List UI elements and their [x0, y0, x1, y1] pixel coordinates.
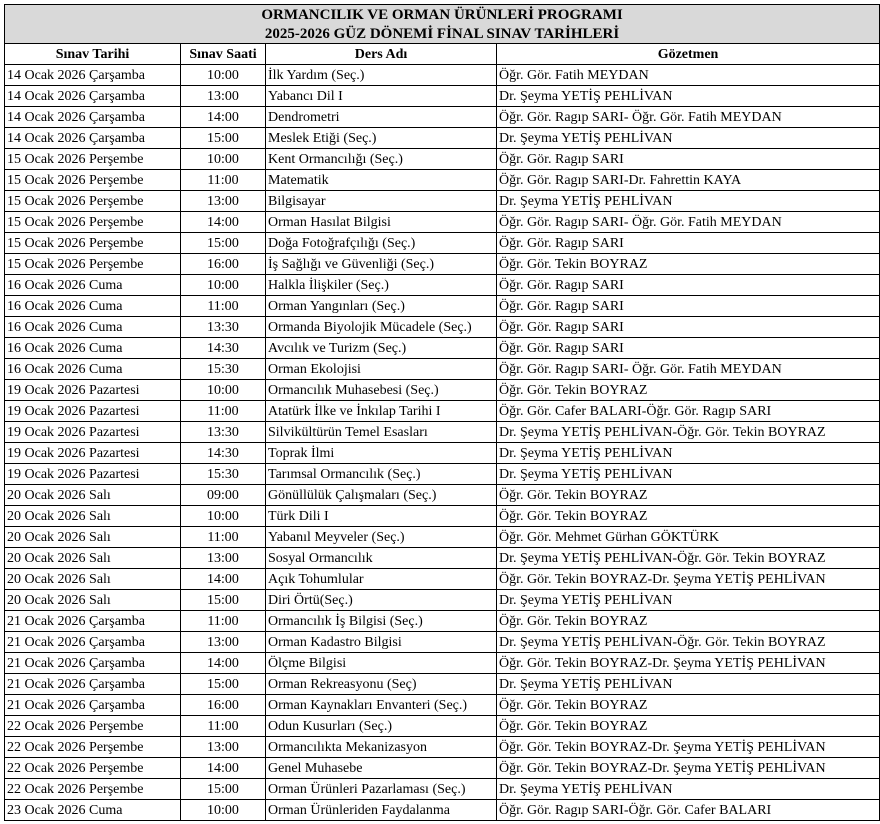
date-cell: 20 Ocak 2026 Salı — [5, 548, 181, 569]
proctor-cell: Dr. Şeyma YETİŞ PEHLİVAN — [497, 128, 880, 149]
course-cell: Açık Tohumlular — [266, 569, 497, 590]
proctor-cell: Öğr. Gör. Ragıp SARI — [497, 275, 880, 296]
course-cell: Atatürk İlke ve İnkılap Tarihi I — [266, 401, 497, 422]
header-proctor: Gözetmen — [497, 44, 880, 65]
time-cell: 10:00 — [181, 506, 266, 527]
date-cell: 19 Ocak 2026 Pazartesi — [5, 464, 181, 485]
table-row — [5, 464, 880, 485]
time-cell: 15:00 — [181, 779, 266, 800]
table-row — [5, 86, 880, 107]
time-cell: 16:00 — [181, 254, 266, 275]
table-row — [5, 296, 880, 317]
time-cell: 10:00 — [181, 800, 266, 821]
header-row — [5, 44, 880, 65]
course-cell: Matematik — [266, 170, 497, 191]
date-cell: 16 Ocak 2026 Cuma — [5, 296, 181, 317]
table-row — [5, 506, 880, 527]
table-row — [5, 212, 880, 233]
table-row — [5, 590, 880, 611]
course-cell: Orman Ürünleriden Faydalanma — [266, 800, 497, 821]
proctor-cell: Öğr. Gör. Tekin BOYRAZ-Dr. Şeyma YETİŞ PEHLİVAN — [497, 653, 880, 674]
date-cell: 21 Ocak 2026 Çarşamba — [5, 674, 181, 695]
date-cell: 19 Ocak 2026 Pazartesi — [5, 380, 181, 401]
table-row — [5, 527, 880, 548]
time-cell: 14:30 — [181, 338, 266, 359]
course-cell: Orman Ekolojisi — [266, 359, 497, 380]
time-cell: 10:00 — [181, 275, 266, 296]
proctor-cell: Öğr. Gör. Tekin BOYRAZ-Dr. Şeyma YETİŞ PEHLİVAN — [497, 569, 880, 590]
proctor-cell: Öğr. Gör. Tekin BOYRAZ — [497, 380, 880, 401]
proctor-cell: Öğr. Gör. Tekin BOYRAZ — [497, 485, 880, 506]
course-cell: Sosyal Ormancılık — [266, 548, 497, 569]
time-cell: 13:00 — [181, 548, 266, 569]
course-cell: Avcılık ve Turizm (Seç.) — [266, 338, 497, 359]
course-cell: Silvikültürün Temel Esasları — [266, 422, 497, 443]
course-cell: Diri Örtü(Seç.) — [266, 590, 497, 611]
header-date: Sınav Tarihi — [5, 44, 181, 65]
date-cell: 21 Ocak 2026 Çarşamba — [5, 653, 181, 674]
date-cell: 21 Ocak 2026 Çarşamba — [5, 611, 181, 632]
program-title: ORMANCILIK VE ORMAN ÜRÜNLERİ PROGRAMI — [5, 5, 880, 25]
date-cell: 20 Ocak 2026 Salı — [5, 569, 181, 590]
proctor-cell: Öğr. Gör. Mehmet Gürhan GÖKTÜRK — [497, 527, 880, 548]
course-cell: Yabancı Dil I — [266, 86, 497, 107]
proctor-cell: Dr. Şeyma YETİŞ PEHLİVAN — [497, 86, 880, 107]
table-row — [5, 674, 880, 695]
table-row — [5, 548, 880, 569]
title-row-1 — [5, 5, 880, 25]
table-row — [5, 422, 880, 443]
header-time: Sınav Saati — [181, 44, 266, 65]
time-cell: 15:30 — [181, 359, 266, 380]
proctor-cell: Dr. Şeyma YETİŞ PEHLİVAN — [497, 779, 880, 800]
date-cell: 15 Ocak 2026 Perşembe — [5, 191, 181, 212]
time-cell: 14:00 — [181, 653, 266, 674]
course-cell: Dendrometri — [266, 107, 497, 128]
course-cell: Yabanıl Meyveler (Seç.) — [266, 527, 497, 548]
time-cell: 14:00 — [181, 758, 266, 779]
table-row — [5, 737, 880, 758]
table-row — [5, 359, 880, 380]
table-row — [5, 128, 880, 149]
course-cell: Kent Ormancılığı (Seç.) — [266, 149, 497, 170]
title-row-2 — [5, 24, 880, 44]
proctor-cell: Dr. Şeyma YETİŞ PEHLİVAN — [497, 590, 880, 611]
course-cell: Doğa Fotoğrafçılığı (Seç.) — [266, 233, 497, 254]
table-row — [5, 338, 880, 359]
course-cell: Türk Dili I — [266, 506, 497, 527]
table-row — [5, 317, 880, 338]
proctor-cell: Dr. Şeyma YETİŞ PEHLİVAN — [497, 674, 880, 695]
date-cell: 14 Ocak 2026 Çarşamba — [5, 107, 181, 128]
proctor-cell: Dr. Şeyma YETİŞ PEHLİVAN — [497, 443, 880, 464]
date-cell: 22 Ocak 2026 Perşembe — [5, 779, 181, 800]
course-cell: Bilgisayar — [266, 191, 497, 212]
course-cell: Orman Kadastro Bilgisi — [266, 632, 497, 653]
date-cell: 16 Ocak 2026 Cuma — [5, 317, 181, 338]
date-cell: 16 Ocak 2026 Cuma — [5, 338, 181, 359]
proctor-cell: Dr. Şeyma YETİŞ PEHLİVAN — [497, 464, 880, 485]
date-cell: 22 Ocak 2026 Perşembe — [5, 758, 181, 779]
time-cell: 13:00 — [181, 632, 266, 653]
table-row — [5, 191, 880, 212]
proctor-cell: Öğr. Gör. Ragıp SARI — [497, 338, 880, 359]
time-cell: 14:30 — [181, 443, 266, 464]
course-cell: Ölçme Bilgisi — [266, 653, 497, 674]
date-cell: 19 Ocak 2026 Pazartesi — [5, 422, 181, 443]
time-cell: 11:00 — [181, 401, 266, 422]
proctor-cell: Öğr. Gör. Ragıp SARI-Dr. Fahrettin KAYA — [497, 170, 880, 191]
proctor-cell: Dr. Şeyma YETİŞ PEHLİVAN-Öğr. Gör. Tekin BOYRAZ — [497, 422, 880, 443]
time-cell: 11:00 — [181, 716, 266, 737]
table-row — [5, 380, 880, 401]
proctor-cell: Öğr. Gör. Tekin BOYRAZ — [497, 254, 880, 275]
time-cell: 13:00 — [181, 737, 266, 758]
date-cell: 20 Ocak 2026 Salı — [5, 485, 181, 506]
proctor-cell: Öğr. Gör. Tekin BOYRAZ-Dr. Şeyma YETİŞ PEHLİVAN — [497, 758, 880, 779]
table-row — [5, 275, 880, 296]
date-cell: 14 Ocak 2026 Çarşamba — [5, 65, 181, 86]
proctor-cell: Öğr. Gör. Ragıp SARI- Öğr. Gör. Fatih MEYDAN — [497, 212, 880, 233]
proctor-cell: Öğr. Gör. Tekin BOYRAZ-Dr. Şeyma YETİŞ PEHLİVAN — [497, 737, 880, 758]
date-cell: 15 Ocak 2026 Perşembe — [5, 212, 181, 233]
date-cell: 21 Ocak 2026 Çarşamba — [5, 695, 181, 716]
course-cell: Ormancılık İş Bilgisi (Seç.) — [266, 611, 497, 632]
table-row — [5, 65, 880, 86]
exam-schedule-sheet — [4, 4, 879, 821]
course-cell: Orman Rekreasyonu (Seç) — [266, 674, 497, 695]
proctor-cell: Öğr. Gör. Ragıp SARI — [497, 296, 880, 317]
course-cell: İlk Yardım (Seç.) — [266, 65, 497, 86]
course-cell: Toprak İlmi — [266, 443, 497, 464]
proctor-cell: Öğr. Gör. Tekin BOYRAZ — [497, 716, 880, 737]
course-cell: Ormancılık Muhasebesi (Seç.) — [266, 380, 497, 401]
table-row — [5, 569, 880, 590]
course-cell: Orman Hasılat Bilgisi — [266, 212, 497, 233]
time-cell: 10:00 — [181, 65, 266, 86]
time-cell: 14:00 — [181, 569, 266, 590]
time-cell: 11:00 — [181, 296, 266, 317]
date-cell: 22 Ocak 2026 Perşembe — [5, 737, 181, 758]
table-row — [5, 632, 880, 653]
time-cell: 11:00 — [181, 170, 266, 191]
proctor-cell: Öğr. Gör. Tekin BOYRAZ — [497, 506, 880, 527]
proctor-cell: Öğr. Gör. Ragıp SARI — [497, 317, 880, 338]
time-cell: 16:00 — [181, 695, 266, 716]
course-cell: Meslek Etiği (Seç.) — [266, 128, 497, 149]
course-cell: İş Sağlığı ve Güvenliği (Seç.) — [266, 254, 497, 275]
table-row — [5, 695, 880, 716]
date-cell: 20 Ocak 2026 Salı — [5, 590, 181, 611]
proctor-cell: Dr. Şeyma YETİŞ PEHLİVAN — [497, 191, 880, 212]
table-row — [5, 170, 880, 191]
time-cell: 14:00 — [181, 107, 266, 128]
course-cell: Halkla İlişkiler (Seç.) — [266, 275, 497, 296]
table-row — [5, 485, 880, 506]
date-cell: 20 Ocak 2026 Salı — [5, 527, 181, 548]
date-cell: 19 Ocak 2026 Pazartesi — [5, 401, 181, 422]
course-cell: Ormanda Biyolojik Mücadele (Seç.) — [266, 317, 497, 338]
date-cell: 15 Ocak 2026 Perşembe — [5, 170, 181, 191]
time-cell: 13:00 — [181, 86, 266, 107]
table-row — [5, 611, 880, 632]
course-cell: Genel Muhasebe — [266, 758, 497, 779]
date-cell: 16 Ocak 2026 Cuma — [5, 359, 181, 380]
table-row — [5, 779, 880, 800]
date-cell: 15 Ocak 2026 Perşembe — [5, 254, 181, 275]
proctor-cell: Öğr. Gör. Cafer BALARI-Öğr. Gör. Ragıp SARI — [497, 401, 880, 422]
table-row — [5, 800, 880, 821]
date-cell: 15 Ocak 2026 Perşembe — [5, 149, 181, 170]
table-row — [5, 149, 880, 170]
time-cell: 13:00 — [181, 191, 266, 212]
time-cell: 10:00 — [181, 149, 266, 170]
table-row — [5, 443, 880, 464]
table-row — [5, 233, 880, 254]
table-row — [5, 107, 880, 128]
time-cell: 15:00 — [181, 233, 266, 254]
course-cell: Orman Ürünleri Pazarlaması (Seç.) — [266, 779, 497, 800]
proctor-cell: Dr. Şeyma YETİŞ PEHLİVAN-Öğr. Gör. Tekin BOYRAZ — [497, 548, 880, 569]
course-cell: Ormancılıkta Mekanizasyon — [266, 737, 497, 758]
proctor-cell: Öğr. Gör. Ragıp SARI — [497, 149, 880, 170]
time-cell: 15:00 — [181, 128, 266, 149]
time-cell: 13:30 — [181, 317, 266, 338]
date-cell: 16 Ocak 2026 Cuma — [5, 275, 181, 296]
date-cell: 14 Ocak 2026 Çarşamba — [5, 86, 181, 107]
table-row — [5, 653, 880, 674]
time-cell: 15:00 — [181, 590, 266, 611]
date-cell: 23 Ocak 2026 Cuma — [5, 800, 181, 821]
header-course: Ders Adı — [266, 44, 497, 65]
proctor-cell: Öğr. Gör. Ragıp SARI- Öğr. Gör. Fatih MEYDAN — [497, 107, 880, 128]
course-cell: Tarımsal Ormancılık (Seç.) — [266, 464, 497, 485]
schedule-title: 2025-2026 GÜZ DÖNEMİ FİNAL SINAV TARİHLERİ — [5, 24, 880, 44]
exam-schedule-table — [4, 4, 880, 821]
date-cell: 15 Ocak 2026 Perşembe — [5, 233, 181, 254]
proctor-cell: Öğr. Gör. Ragıp SARI-Öğr. Gör. Cafer BALARI — [497, 800, 880, 821]
course-cell: Odun Kusurları (Seç.) — [266, 716, 497, 737]
time-cell: 15:30 — [181, 464, 266, 485]
proctor-cell: Öğr. Gör. Fatih MEYDAN — [497, 65, 880, 86]
time-cell: 11:00 — [181, 527, 266, 548]
time-cell: 11:00 — [181, 611, 266, 632]
time-cell: 13:30 — [181, 422, 266, 443]
time-cell: 15:00 — [181, 674, 266, 695]
proctor-cell: Öğr. Gör. Ragıp SARI — [497, 233, 880, 254]
table-row — [5, 254, 880, 275]
course-cell: Orman Kaynakları Envanteri (Seç.) — [266, 695, 497, 716]
schedule-rows — [5, 65, 880, 821]
time-cell: 09:00 — [181, 485, 266, 506]
date-cell: 20 Ocak 2026 Salı — [5, 506, 181, 527]
time-cell: 10:00 — [181, 380, 266, 401]
date-cell: 14 Ocak 2026 Çarşamba — [5, 128, 181, 149]
proctor-cell: Öğr. Gör. Tekin BOYRAZ — [497, 611, 880, 632]
table-row — [5, 758, 880, 779]
date-cell: 19 Ocak 2026 Pazartesi — [5, 443, 181, 464]
proctor-cell: Dr. Şeyma YETİŞ PEHLİVAN-Öğr. Gör. Tekin BOYRAZ — [497, 632, 880, 653]
time-cell: 14:00 — [181, 212, 266, 233]
table-row — [5, 716, 880, 737]
course-cell: Orman Yangınları (Seç.) — [266, 296, 497, 317]
date-cell: 22 Ocak 2026 Perşembe — [5, 716, 181, 737]
table-row — [5, 401, 880, 422]
course-cell: Gönüllülük Çalışmaları (Seç.) — [266, 485, 497, 506]
proctor-cell: Öğr. Gör. Ragıp SARI- Öğr. Gör. Fatih MEYDAN — [497, 359, 880, 380]
date-cell: 21 Ocak 2026 Çarşamba — [5, 632, 181, 653]
proctor-cell: Öğr. Gör. Tekin BOYRAZ — [497, 695, 880, 716]
